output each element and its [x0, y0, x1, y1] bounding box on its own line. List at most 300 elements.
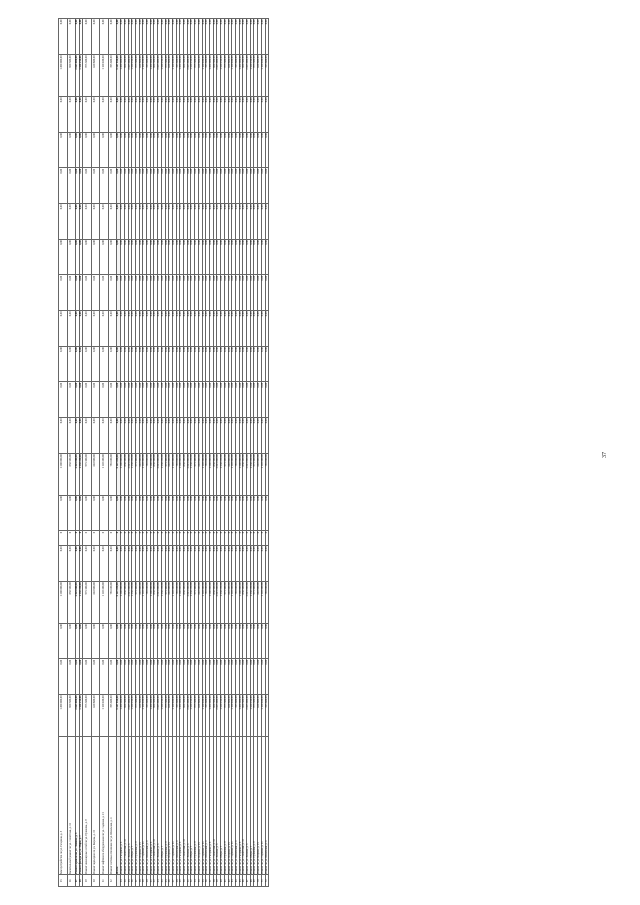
amount-cell: 640 800,00: [91, 694, 100, 736]
amount-cell: 0,00: [117, 203, 121, 239]
amount-cell: 0,00: [250, 168, 254, 204]
amount-cell: 0: [176, 531, 180, 546]
row-number-cell: 62: [228, 875, 232, 887]
amount-cell: 0,00: [150, 346, 154, 382]
description-cell: Ремонт по ул. Пушкина, д. 9: [135, 736, 139, 875]
amount-cell: 640 800,00: [198, 694, 202, 736]
amount-cell: 0,00: [213, 417, 217, 453]
amount-cell: 0,00: [191, 659, 195, 695]
amount-cell: 0,00: [239, 19, 243, 55]
amount-cell: 850 500,00: [243, 453, 247, 495]
amount-cell: 0,00: [213, 132, 217, 168]
amount-cell: 0,00: [79, 545, 83, 581]
amount-cell: 0,00: [79, 382, 83, 418]
amount-cell: 0,00: [258, 168, 262, 204]
amount-cell: 0: [91, 531, 100, 546]
amount-cell: 0,00: [161, 346, 165, 382]
amount-cell: 0,00: [172, 659, 176, 695]
amount-cell: 0,00: [265, 132, 269, 168]
amount-cell: 0,00: [247, 346, 251, 382]
amount-cell: 640 800,00: [198, 581, 202, 623]
amount-cell: 0,00: [235, 417, 239, 453]
amount-cell: 1 530 250,00: [132, 453, 136, 495]
amount-cell: 0,00: [91, 310, 100, 346]
amount-cell: 0,00: [261, 495, 265, 531]
table-row: [100, 19, 109, 887]
amount-cell: 0,00: [232, 168, 236, 204]
amount-cell: 1 530 250,00: [79, 581, 83, 623]
amount-cell: 0,00: [169, 417, 173, 453]
amount-cell: 0,00: [250, 310, 254, 346]
amount-cell: 0,00: [235, 495, 239, 531]
amount-cell: 0,00: [254, 203, 258, 239]
amount-cell: 0,00: [228, 495, 232, 531]
description-cell: Ремонт по ул. Кирова, д. 15: [258, 736, 262, 875]
amount-cell: 0,00: [191, 275, 195, 311]
amount-cell: 0,00: [67, 239, 76, 275]
amount-cell: 1 120 400,00: [100, 453, 109, 495]
amount-cell: 0,00: [191, 132, 195, 168]
description-cell: Ремонт по ул. Пушкина, д. 9: [165, 736, 169, 875]
row-number-cell: 32: [108, 875, 117, 887]
amount-cell: 0,00: [59, 382, 68, 418]
amount-cell: 0,00: [184, 417, 188, 453]
amount-cell: 0,00: [235, 310, 239, 346]
amount-cell: 0,00: [169, 239, 173, 275]
amount-cell: 0,00: [150, 659, 154, 695]
description-cell: Ремонт по ул. Советская, д. 12: [184, 736, 188, 875]
amount-cell: 0,00: [91, 168, 100, 204]
amount-cell: 0,00: [100, 203, 109, 239]
amount-cell: 0,00: [158, 545, 162, 581]
amount-cell: 0,00: [217, 239, 221, 275]
amount-cell: 0: [67, 531, 76, 546]
amount-cell: 0,00: [232, 132, 236, 168]
amount-cell: 0,00: [158, 310, 162, 346]
amount-cell: 0,00: [213, 545, 217, 581]
amount-cell: 0,00: [117, 96, 121, 132]
amount-cell: 0,00: [224, 275, 228, 311]
amount-cell: 0,00: [169, 346, 173, 382]
amount-cell: 0,00: [132, 623, 136, 659]
amount-cell: 975 300,00: [83, 694, 92, 736]
amount-cell: 0: [154, 531, 158, 546]
amount-cell: 0,00: [217, 623, 221, 659]
amount-cell: 0,00: [59, 417, 68, 453]
amount-cell: 0,00: [250, 19, 254, 55]
description-cell: Капитальный ремонт по ул. Советская, д. 12: [67, 736, 76, 875]
amount-cell: 0,00: [135, 168, 139, 204]
amount-cell: 0,00: [91, 623, 100, 659]
description-cell: Ремонт по ул. Школьная, д. 4: [235, 736, 239, 875]
amount-cell: 640 800,00: [169, 581, 173, 623]
amount-cell: 0,00: [169, 132, 173, 168]
amount-cell: 0,00: [247, 203, 251, 239]
amount-cell: 850 500,00: [243, 54, 247, 96]
amount-cell: 0,00: [235, 132, 239, 168]
amount-cell: 2 045 000,00: [128, 694, 132, 736]
amount-cell: 0,00: [128, 417, 132, 453]
amount-cell: 0: [161, 531, 165, 546]
amount-cell: 0,00: [221, 495, 225, 531]
amount-cell: 0,00: [254, 132, 258, 168]
amount-cell: 0: [100, 531, 109, 546]
amount-cell: 0,00: [221, 96, 225, 132]
amount-cell: 640 800,00: [139, 453, 143, 495]
amount-cell: 0,00: [258, 19, 262, 55]
amount-cell: 0,00: [243, 275, 247, 311]
amount-cell: 0,00: [254, 545, 258, 581]
amount-cell: 975 300,00: [165, 453, 169, 495]
amount-cell: 0,00: [79, 203, 83, 239]
amount-cell: 0,00: [135, 346, 139, 382]
amount-cell: 0,00: [221, 623, 225, 659]
amount-cell: 0,00: [172, 239, 176, 275]
amount-cell: 0,00: [187, 346, 191, 382]
amount-cell: 0,00: [132, 96, 136, 132]
description-cell: Ремонт по ул. Кирова, д. 15: [198, 736, 202, 875]
amount-cell: 0,00: [217, 19, 221, 55]
amount-cell: 785 600,00: [147, 581, 151, 623]
amount-cell: 0,00: [139, 239, 143, 275]
amount-cell: 1 120 400,00: [143, 453, 147, 495]
amount-cell: 0,00: [202, 659, 206, 695]
amount-cell: 0,00: [172, 346, 176, 382]
amount-cell: 785 600,00: [176, 694, 180, 736]
amount-cell: 0,00: [221, 659, 225, 695]
amount-cell: 0,00: [265, 382, 269, 418]
amount-cell: 0,00: [100, 346, 109, 382]
amount-cell: 0,00: [108, 495, 117, 531]
amount-cell: 1 200 000,00: [180, 694, 184, 736]
amount-cell: 0,00: [250, 417, 254, 453]
row-number-cell: 53: [195, 875, 199, 887]
amount-cell: 0,00: [224, 417, 228, 453]
amount-cell: 0,00: [79, 239, 83, 275]
amount-cell: 0,00: [239, 96, 243, 132]
amount-cell: 0,00: [147, 346, 151, 382]
amount-cell: 785 600,00: [206, 694, 210, 736]
amount-cell: 1 120 400,00: [202, 54, 206, 96]
amount-cell: 0,00: [121, 96, 125, 132]
row-number-cell: 35: [128, 875, 132, 887]
amount-cell: 0,00: [176, 417, 180, 453]
amount-cell: 0,00: [91, 239, 100, 275]
amount-cell: 0,00: [209, 417, 213, 453]
amount-cell: 0,00: [117, 346, 121, 382]
description-cell: Ремонт подъездов по ул. Кирова, д. 15: [91, 736, 100, 875]
amount-cell: 0,00: [209, 545, 213, 581]
amount-cell: 1 120 400,00: [143, 694, 147, 736]
amount-cell: 0,00: [117, 239, 121, 275]
amount-cell: 0,00: [184, 495, 188, 531]
amount-cell: 0,00: [180, 495, 184, 531]
amount-cell: 0,00: [154, 346, 158, 382]
amount-cell: 0,00: [147, 623, 151, 659]
row-number-cell: 70: [258, 875, 262, 887]
amount-cell: 0,00: [247, 275, 251, 311]
table-row: [108, 19, 117, 887]
amount-cell: 0,00: [221, 417, 225, 453]
amount-cell: 0,00: [147, 545, 151, 581]
amount-cell: 0,00: [202, 346, 206, 382]
amount-cell: 0,00: [67, 275, 76, 311]
amount-cell: 0,00: [132, 239, 136, 275]
amount-cell: 0,00: [261, 623, 265, 659]
amount-cell: 640 800,00: [228, 581, 232, 623]
amount-cell: 0,00: [250, 346, 254, 382]
amount-cell: 0,00: [67, 495, 76, 531]
amount-cell: 0,00: [83, 168, 92, 204]
amount-cell: 0,00: [206, 659, 210, 695]
amount-cell: 850 500,00: [67, 694, 76, 736]
amount-cell: 0,00: [147, 417, 151, 453]
row-number-cell: 48: [176, 875, 180, 887]
amount-cell: 0,00: [59, 659, 68, 695]
amount-cell: 0,00: [254, 417, 258, 453]
amount-cell: 0,00: [108, 168, 117, 204]
amount-cell: 0,00: [224, 132, 228, 168]
amount-cell: 0,00: [143, 203, 147, 239]
row-number-cell: 69: [254, 875, 258, 887]
description-cell: Ремонт по ул. Садовая, д. 21: [261, 736, 265, 875]
amount-cell: 0,00: [154, 310, 158, 346]
amount-cell: 640 800,00: [228, 54, 232, 96]
amount-cell: 0,00: [128, 623, 132, 659]
amount-cell: 0: [247, 531, 251, 546]
row-number-cell: 42: [154, 875, 158, 887]
amount-cell: 0,00: [169, 495, 173, 531]
amount-cell: 0,00: [258, 382, 262, 418]
amount-cell: 0,00: [165, 417, 169, 453]
table-row: [59, 19, 68, 887]
amount-cell: 0,00: [228, 132, 232, 168]
amount-cell: 0,00: [121, 545, 125, 581]
amount-cell: 1 530 250,00: [250, 694, 254, 736]
row-number-cell: 65: [239, 875, 243, 887]
amount-cell: 0,00: [172, 168, 176, 204]
amount-cell: 1 530 250,00: [250, 581, 254, 623]
amount-cell: 0,00: [76, 545, 80, 581]
amount-cell: 0,00: [239, 346, 243, 382]
amount-cell: 0,00: [135, 545, 139, 581]
amount-cell: 785 600,00: [108, 694, 117, 736]
amount-cell: 850 500,00: [124, 694, 128, 736]
amount-cell: 975 300,00: [165, 54, 169, 96]
amount-cell: 0,00: [202, 382, 206, 418]
amount-cell: 0,00: [121, 495, 125, 531]
amount-cell: 0,00: [128, 203, 132, 239]
amount-cell: 0,00: [191, 239, 195, 275]
amount-cell: 0: [209, 531, 213, 546]
amount-cell: 0,00: [261, 310, 265, 346]
amount-cell: 975 300,00: [165, 581, 169, 623]
amount-cell: 0,00: [206, 132, 210, 168]
amount-cell: 0,00: [79, 495, 83, 531]
amount-cell: 0,00: [135, 495, 139, 531]
amount-cell: 640 800,00: [139, 694, 143, 736]
amount-cell: 0,00: [198, 417, 202, 453]
amount-cell: 0,00: [147, 96, 151, 132]
amount-cell: 0,00: [261, 168, 265, 204]
amount-cell: 1 200 000,00: [59, 694, 68, 736]
amount-cell: 0,00: [261, 275, 265, 311]
amount-cell: 0,00: [213, 96, 217, 132]
amount-cell: 1 530 250,00: [161, 581, 165, 623]
amount-cell: 0,00: [243, 545, 247, 581]
amount-cell: 0,00: [172, 203, 176, 239]
amount-cell: 0,00: [83, 382, 92, 418]
amount-cell: 0,00: [139, 96, 143, 132]
amount-cell: 0,00: [243, 495, 247, 531]
row-number-cell: 26: [67, 875, 76, 887]
amount-cell: 0,00: [184, 659, 188, 695]
amount-cell: 0,00: [265, 545, 269, 581]
row-number-cell: 25: [59, 875, 68, 887]
amount-cell: 0: [232, 531, 236, 546]
amount-cell: 0,00: [221, 19, 225, 55]
amount-cell: 1 200 000,00: [121, 453, 125, 495]
amount-cell: 0,00: [143, 168, 147, 204]
description-cell: Ремонт по ул. Советская, д. 12: [243, 736, 247, 875]
amount-cell: 0,00: [121, 310, 125, 346]
amount-cell: 0,00: [202, 19, 206, 55]
amount-cell: 0,00: [191, 623, 195, 659]
amount-cell: 2 045 000,00: [187, 694, 191, 736]
amount-cell: 0,00: [124, 132, 128, 168]
amount-cell: 0,00: [135, 275, 139, 311]
amount-cell: 1 120 400,00: [143, 581, 147, 623]
amount-cell: 850 500,00: [67, 54, 76, 96]
amount-cell: 0,00: [169, 275, 173, 311]
description-cell: Ремонт по ул. Ленина, д. 3: [158, 736, 162, 875]
amount-cell: 0,00: [139, 346, 143, 382]
row-number-cell: 60: [221, 875, 225, 887]
amount-cell: 0,00: [132, 168, 136, 204]
amount-cell: 0,00: [180, 96, 184, 132]
amount-cell: 0,00: [161, 310, 165, 346]
amount-cell: 975 300,00: [135, 54, 139, 96]
amount-cell: 0,00: [195, 239, 199, 275]
amount-cell: 1 530 250,00: [191, 581, 195, 623]
amount-cell: 0,00: [154, 382, 158, 418]
amount-cell: 0,00: [224, 545, 228, 581]
amount-cell: 0,00: [59, 495, 68, 531]
amount-cell: 0,00: [232, 346, 236, 382]
amount-cell: 0,00: [195, 19, 199, 55]
row-number-cell: 43: [158, 875, 162, 887]
amount-cell: 0,00: [108, 545, 117, 581]
amount-cell: 0,00: [265, 659, 269, 695]
amount-cell: 0,00: [243, 19, 247, 55]
amount-cell: 0,00: [228, 168, 232, 204]
amount-cell: 785 600,00: [265, 453, 269, 495]
amount-cell: 0,00: [213, 275, 217, 311]
amount-cell: 2 045 000,00: [247, 581, 251, 623]
description-cell: Итого: [117, 736, 121, 875]
amount-cell: 0,00: [258, 310, 262, 346]
amount-cell: 1 530 250,00: [132, 54, 136, 96]
amount-cell: 0,00: [76, 132, 80, 168]
amount-cell: 1 530 250,00: [250, 453, 254, 495]
amount-cell: 0,00: [150, 623, 154, 659]
amount-cell: 0,00: [83, 545, 92, 581]
amount-cell: 0,00: [154, 623, 158, 659]
amount-cell: 0,00: [147, 495, 151, 531]
amount-cell: 0,00: [121, 203, 125, 239]
row-number-cell: 49: [180, 875, 184, 887]
amount-cell: 0,00: [139, 659, 143, 695]
amount-cell: 785 600,00: [235, 694, 239, 736]
amount-cell: 0,00: [83, 132, 92, 168]
amount-cell: 975 300,00: [195, 694, 199, 736]
amount-cell: 0,00: [172, 623, 176, 659]
amount-cell: 0,00: [250, 239, 254, 275]
amount-cell: 0,00: [161, 659, 165, 695]
amount-cell: 0,00: [100, 168, 109, 204]
amount-cell: 785 600,00: [235, 453, 239, 495]
amount-cell: 850 500,00: [154, 453, 158, 495]
amount-cell: 0,00: [202, 203, 206, 239]
amount-cell: 640 800,00: [91, 453, 100, 495]
amount-cell: 0,00: [202, 623, 206, 659]
amount-cell: 0,00: [117, 417, 121, 453]
amount-cell: 0,00: [143, 96, 147, 132]
amount-cell: 0,00: [206, 382, 210, 418]
amount-cell: 0,00: [165, 275, 169, 311]
amount-cell: 0,00: [243, 659, 247, 695]
amount-cell: 0,00: [135, 132, 139, 168]
budget-table: [58, 18, 269, 887]
amount-cell: 0,00: [254, 239, 258, 275]
amount-cell: 0,00: [247, 19, 251, 55]
amount-cell: 0: [184, 531, 188, 546]
amount-cell: 785 600,00: [147, 453, 151, 495]
amount-cell: 0,00: [83, 239, 92, 275]
amount-cell: 0: [235, 531, 239, 546]
amount-cell: 0,00: [76, 623, 80, 659]
amount-cell: 1 120 400,00: [172, 453, 176, 495]
amount-cell: 975 300,00: [224, 54, 228, 96]
amount-cell: 975 300,00: [224, 694, 228, 736]
amount-cell: 0,00: [250, 545, 254, 581]
amount-cell: 0,00: [180, 275, 184, 311]
amount-cell: 0,00: [224, 239, 228, 275]
amount-cell: 975 300,00: [135, 581, 139, 623]
amount-cell: 0: [76, 531, 80, 546]
amount-cell: 0,00: [184, 545, 188, 581]
amount-cell: 0: [250, 531, 254, 546]
amount-cell: 0,00: [169, 168, 173, 204]
amount-cell: 0,00: [198, 239, 202, 275]
row-number-cell: 34: [124, 875, 128, 887]
amount-cell: 0: [165, 531, 169, 546]
amount-cell: 850 500,00: [124, 581, 128, 623]
amount-cell: 0,00: [243, 168, 247, 204]
amount-cell: 1 200 000,00: [209, 694, 213, 736]
amount-cell: 850 500,00: [67, 453, 76, 495]
amount-cell: 0,00: [83, 203, 92, 239]
amount-cell: 1 200 000,00: [150, 694, 154, 736]
amount-cell: 0,00: [100, 545, 109, 581]
amount-cell: 0: [124, 531, 128, 546]
amount-cell: 0,00: [128, 659, 132, 695]
row-number-cell: 59: [217, 875, 221, 887]
amount-cell: 0,00: [221, 382, 225, 418]
amount-cell: 850 500,00: [124, 54, 128, 96]
amount-cell: 1 530 250,00: [221, 453, 225, 495]
amount-cell: 0,00: [265, 19, 269, 55]
